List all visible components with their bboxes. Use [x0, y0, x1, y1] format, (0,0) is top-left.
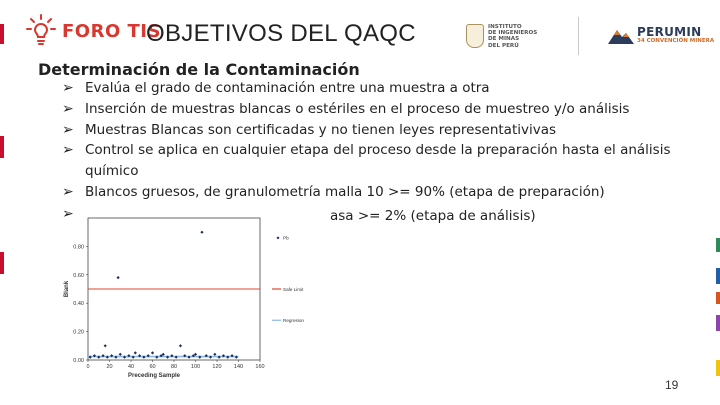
arrow-bullet-icon: ➢: [62, 206, 74, 222]
bullet-text: Muestras Blancas son certificadas y no tienen leyes representativivas: [85, 121, 557, 138]
arrow-bullet-icon: ➢: [62, 100, 74, 117]
bullet-item: [62, 140, 717, 182]
bullet-text: Blancos gruesos, de granulometría malla 10 >= 90% (etapa de preparación): [85, 183, 605, 200]
perumin-name: PERUMIN: [637, 25, 702, 39]
iimp-line: DE MINAS: [488, 36, 520, 43]
x-tick-label: 60: [149, 364, 156, 370]
right-accent-bar: [716, 268, 720, 284]
x-tick-label: 20: [106, 364, 113, 370]
x-tick-label: 160: [255, 364, 265, 370]
arrow-bullet-icon: ➢: [62, 80, 74, 96]
x-tick-label: 40: [127, 364, 135, 370]
bullet-item: [62, 120, 717, 141]
y-tick-label: 0.00: [73, 358, 84, 364]
right-accent-bar: [716, 238, 720, 252]
mountain-icon: [608, 27, 634, 45]
y-tick-label: 0.40: [73, 301, 84, 308]
y-tick-label: 0.20: [73, 329, 84, 336]
header-divider: [578, 17, 579, 55]
left-accent-bar: [0, 252, 4, 274]
y-axis-label: Blank: [64, 280, 70, 298]
arrow-bullet-icon: ➢: [62, 183, 74, 200]
legend-label: Safe Limit: [283, 286, 304, 292]
bullet-text: Evalúa el grado de contaminación entre una muestra a otra: [85, 80, 490, 96]
right-accent-bar: [716, 315, 720, 331]
iimp-line: DE INGENIEROS: [488, 30, 538, 37]
y-tick-label: 0.80: [73, 244, 84, 251]
x-axis-label: Preceding Sample: [127, 373, 181, 379]
x-tick-label: 0: [86, 364, 90, 370]
scatter-chart: [56, 212, 304, 380]
bullet-list: [62, 78, 717, 203]
y-tick-label: 0.60: [73, 272, 84, 279]
section-heading: Determinación de la Contaminación: [38, 60, 360, 79]
bullet-text: Control se aplica en cualquier etapa del proceso desde la preparación hasta el análisis químico: [85, 142, 671, 180]
right-accent-bar: [716, 292, 720, 304]
right-accent-bar: [716, 360, 720, 376]
x-tick-label: 120: [212, 364, 222, 370]
bullet-text: Inserción de muestras blancas o estériles en el proceso de muestreo y/o análisis: [85, 100, 630, 117]
foro-tis-logo: [26, 14, 161, 48]
page-number: 19: [665, 378, 679, 392]
legend-label: Regresion: [283, 318, 304, 324]
bullet-text: asa >= 2% (etapa de análisis): [330, 208, 536, 224]
x-tick-label: 140: [233, 364, 244, 370]
slide-title: OBJETIVOS DEL QAQC: [146, 20, 416, 47]
perumin-logo: [608, 26, 714, 45]
blank-contamination-chart: [56, 212, 304, 380]
shield-icon: [466, 24, 484, 48]
arrow-bullet-icon: ➢: [62, 142, 74, 159]
legend-marker: [277, 236, 280, 239]
iimp-line: DEL PERÚ: [488, 42, 519, 49]
perumin-subtitle: 34 CONVENCIÓN MINERA: [637, 38, 715, 44]
iimp-logo: [466, 24, 537, 49]
left-accent-bar: [0, 24, 4, 44]
bullet-item: [62, 78, 717, 99]
left-accent-bar: [0, 136, 4, 158]
arrow-bullet-icon: ➢: [62, 121, 74, 138]
foro-tis-logo-text: FORO TIS: [62, 20, 161, 42]
bullet-item: [62, 99, 717, 120]
bullet-item: [62, 182, 717, 203]
x-tick-label: 80: [170, 364, 178, 370]
iimp-logo-text: [488, 24, 537, 49]
legend-label: Pb: [283, 235, 289, 241]
x-tick-label: 100: [190, 364, 201, 370]
iimp-line: INSTITUTO: [488, 24, 522, 30]
lightbulb-icon: [26, 14, 56, 48]
